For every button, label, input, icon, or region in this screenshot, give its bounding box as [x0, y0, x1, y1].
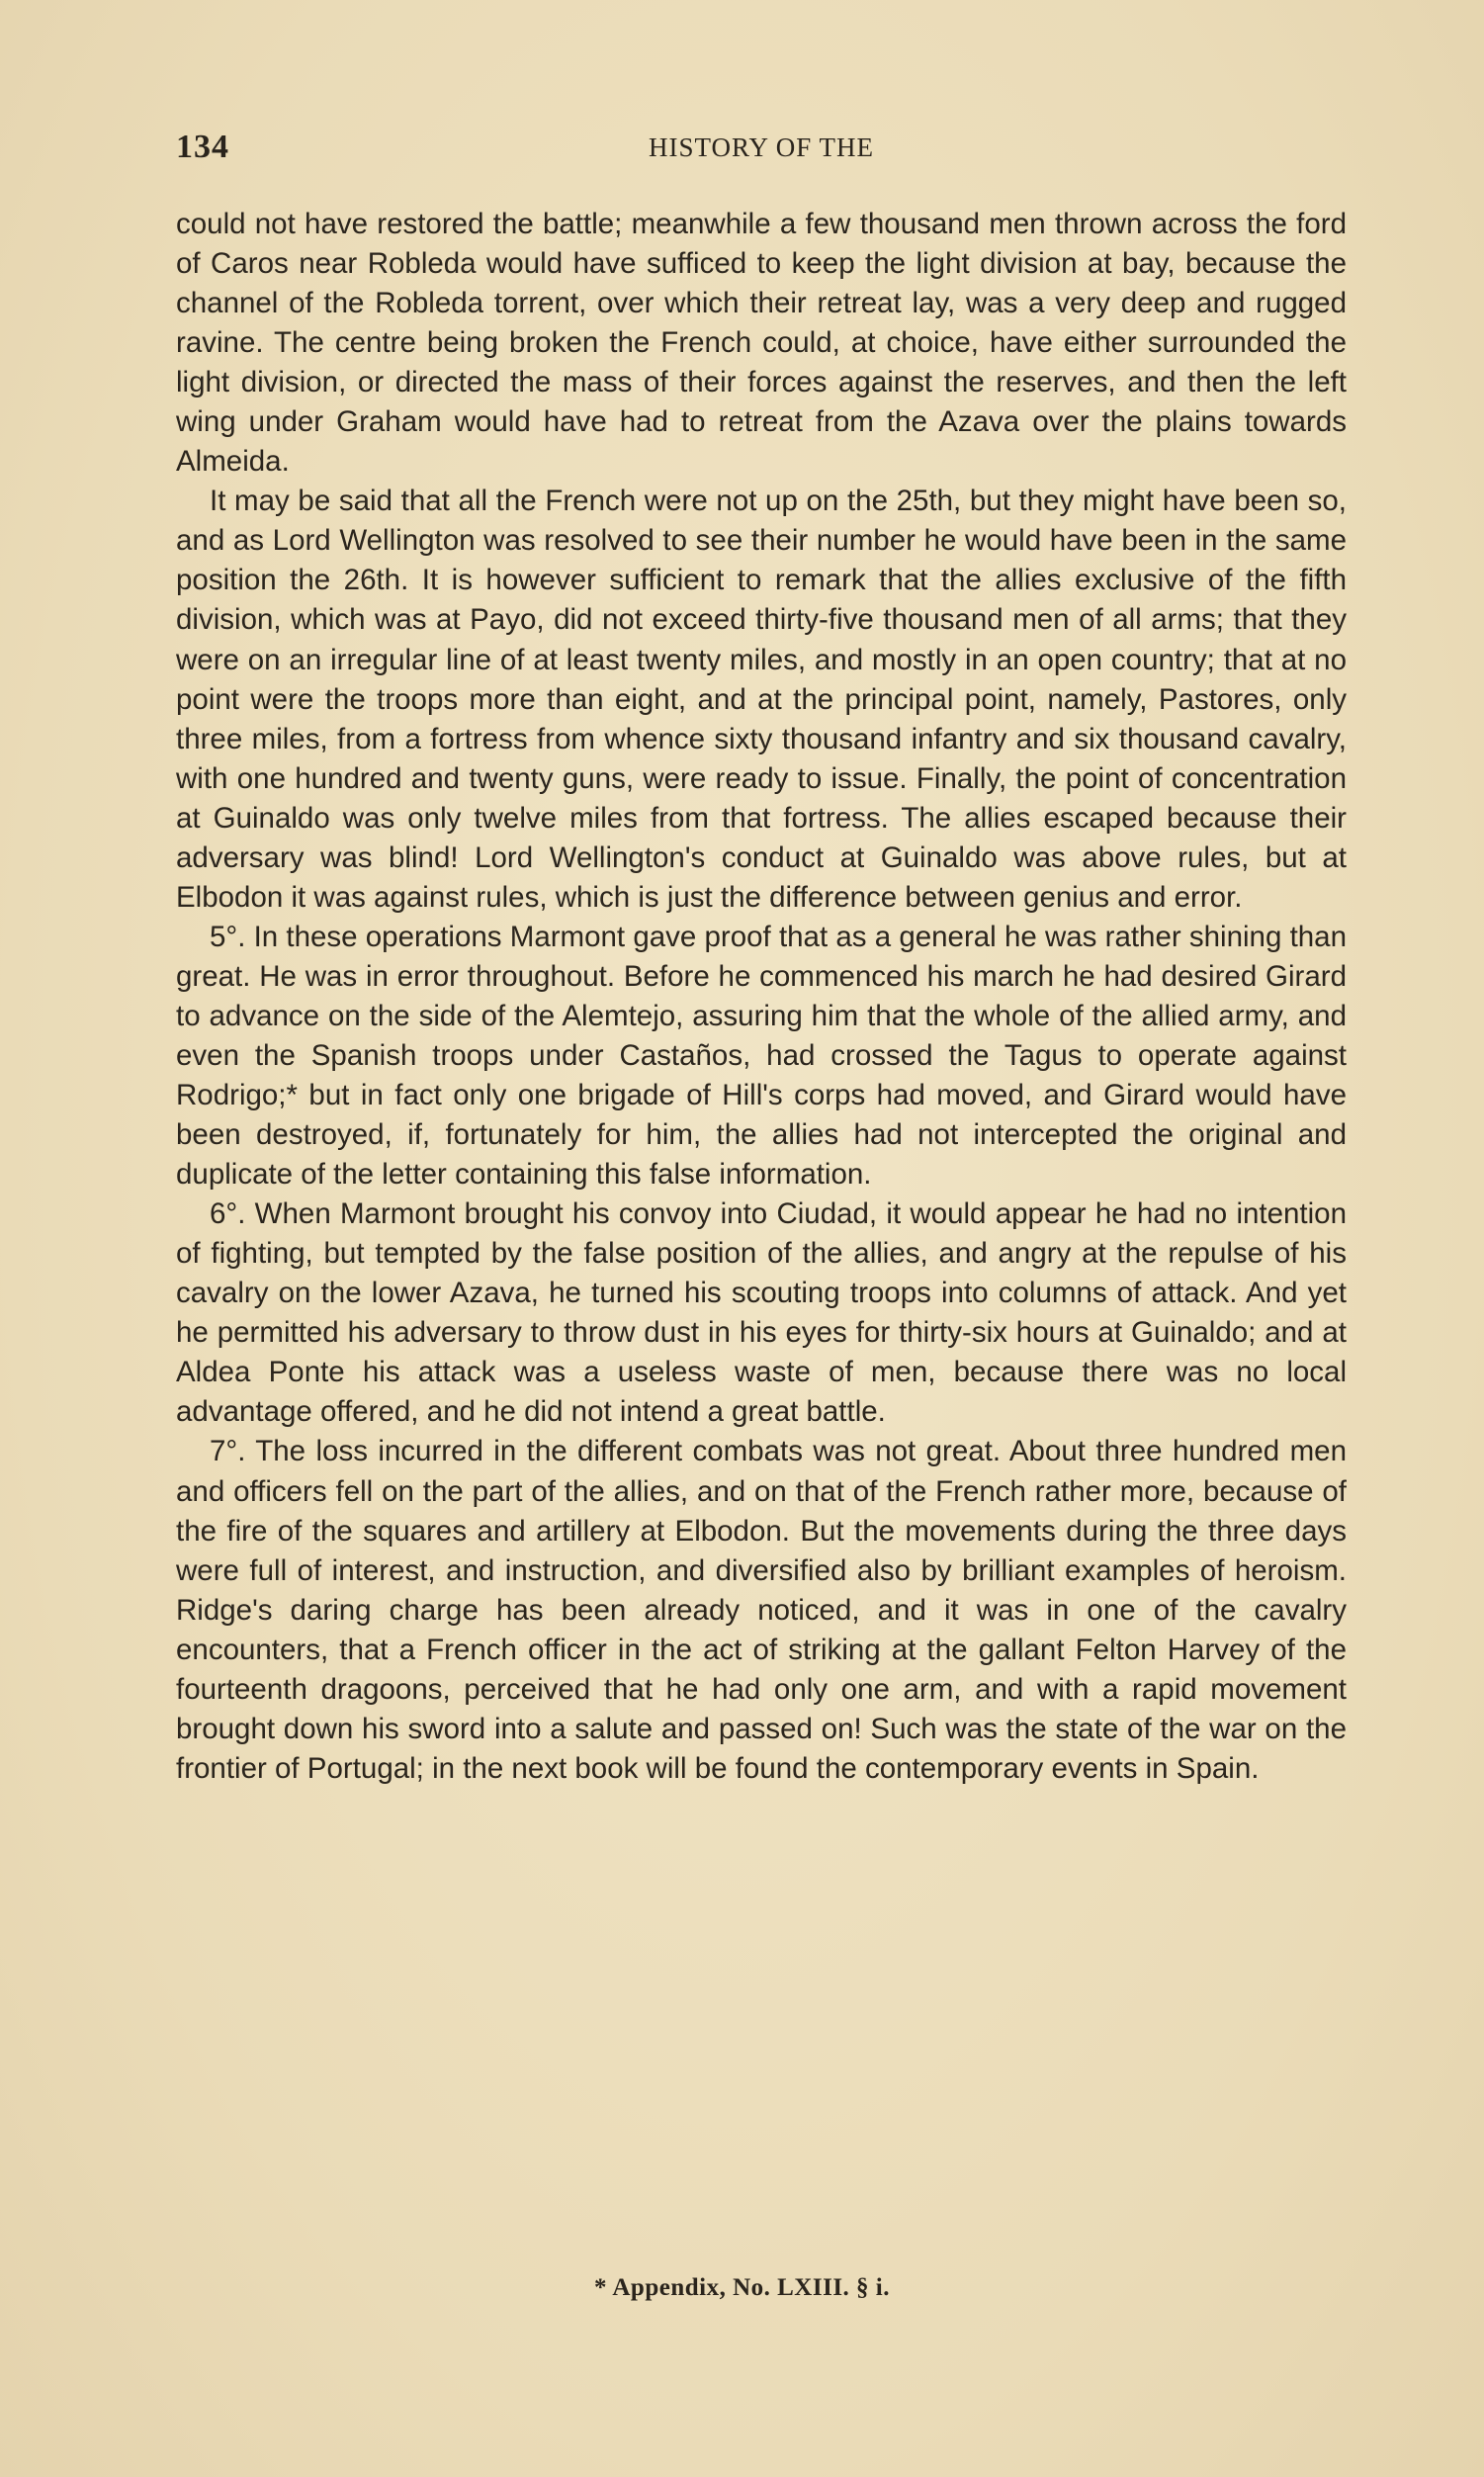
running-head: HISTORY OF THE: [648, 133, 875, 162]
paragraph-point-6: 6°. When Marmont brought his convoy into Ciudad, it would appear he had no intention of fighting, but tempted by the false position of the allies, and angry at the repulse of his cavalry on the lower Azava, he turned his scouting troops into columns of attack. And yet he permitted his adversary to throw dust in his eyes for thirty-six hours at Guinaldo; and at Aldea Ponte his attack was a useless waste of men, because there was no local advantage offered, and he did not intend a great battle.: [176, 1197, 1347, 1429]
page-header: [176, 129, 1347, 178]
footnote: * Appendix, No. LXIII. § i.: [594, 2274, 890, 2301]
body-text: [176, 205, 1347, 1789]
paragraph-continued: could not have restored the battle; meanwhile a few thousand men thrown across the ford of Caros near Robleda would have sufficed to keep the light division at bay, because the channel of the Robleda torrent, over which their retreat lay, was a very deep and rugged ravine. The centre being broken the French could, at choice, have either surrounded the light division, or directed the mass of their forces against the reserves, and then the left wing under Graham would have had to retreat from the Azava over the plains towards Almeida.: [176, 208, 1347, 479]
page-number: 134: [176, 129, 229, 165]
paragraph-point-7: 7°. The loss incurred in the different combats was not great. About three hundred men and officers fell on the part of the allies, and on that of the French rather more, because of the fire of the squares and artillery at Elbodon. But the movements during the three days were full of interest, and instruction, and diversified also by brilliant examples of heroism. Ridge's daring charge has been already noticed, and it was in one of the cavalry encounters, that a French officer in the act of striking at the gallant Felton Harvey of the fourteenth dragoons, perceived that he had only one arm, and with a rapid movement brought down his sword into a salute and passed on! Such was the state of the war on the frontier of Portugal; in the next book will be found the contemporary events in Spain.: [176, 1435, 1347, 1785]
paragraph-point-5: 5°. In these operations Marmont gave proof that as a general he was rather shining than great. He was in error throughout. Before he commenced his march he had desired Girard to advance on the side of the Alemtejo, assuring him that the whole of the allied army, and even the Spanish troops under Castaños, had crossed the Tagus to operate against Rodrigo;* but in fact only one brigade of Hill's corps had moved, and Girard would have been destroyed, if, fortunately for him, the allies had not intercepted the original and duplicate of the letter containing this false information.: [176, 920, 1347, 1192]
paragraph: It may be said that all the French were not up on the 25th, but they might have been so, and as Lord Wellington was resolved to see their number he would have been in the same position the 26th. It is however sufficient to remark that the allies exclusive of the fifth division, which was at Payo, did not exceed thirty-five thousand men of all arms; that they were on an irregular line of at least twenty miles, and mostly in an open country; that at no point were the troops more than eight, and at the principal point, namely, Pastores, only three miles, from a fortress from whence sixty thousand infantry and six thousand cavalry, with one hundred and twenty guns, were ready to issue. Finally, the point of concentration at Guinaldo was only twelve miles from that fortress. The allies escaped because their adversary was blind! Lord Wellington's conduct at Guinaldo was above rules, but at Elbodon it was against rules, which is just the difference between genius and error.: [176, 485, 1347, 914]
